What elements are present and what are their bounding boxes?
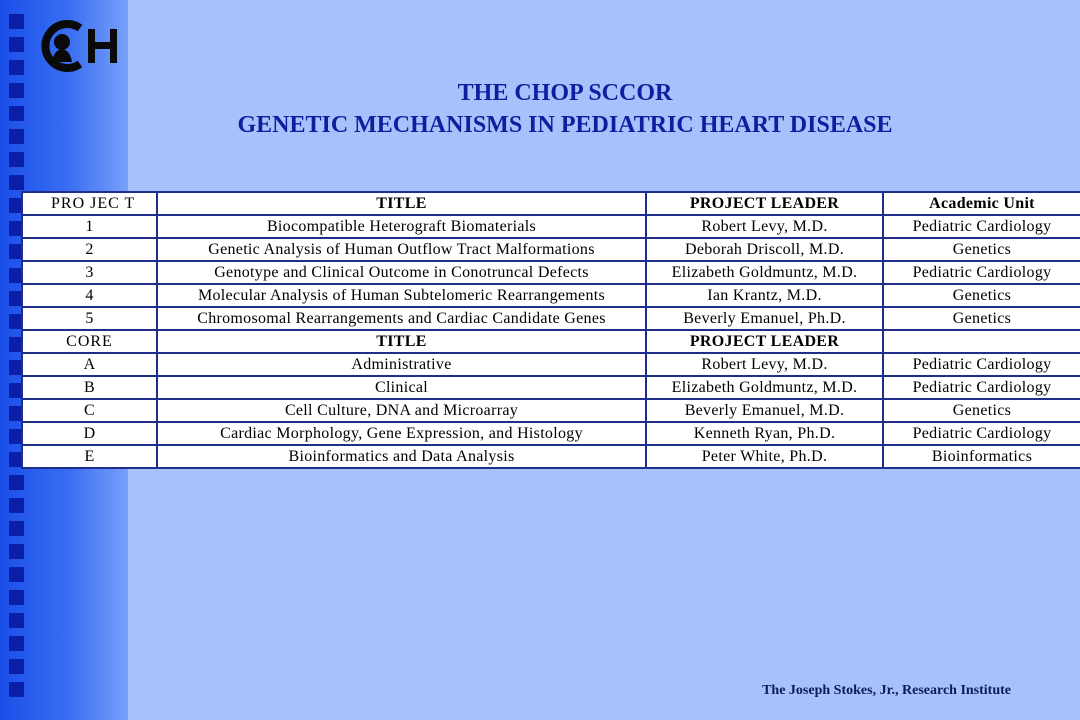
table-row — [22, 399, 1080, 422]
cell-id: C — [22, 399, 157, 422]
cell-unit: Pediatric Cardiology — [883, 422, 1080, 445]
cell-id: 5 — [22, 307, 157, 330]
cell-id: 4 — [22, 284, 157, 307]
header-core-blank — [883, 330, 1080, 353]
cell-title: Genotype and Clinical Outcome in Conotruncal Defects — [157, 261, 646, 284]
cell-id: 2 — [22, 238, 157, 261]
cell-unit: Pediatric Cardiology — [883, 215, 1080, 238]
cell-title: Bioinformatics and Data Analysis — [157, 445, 646, 468]
cell-id: 3 — [22, 261, 157, 284]
cell-leader: Beverly Emanuel, Ph.D. — [646, 307, 883, 330]
footer-institute: The Joseph Stokes, Jr., Research Institute — [762, 683, 1011, 698]
table-row — [22, 284, 1080, 307]
cell-leader: Robert Levy, M.D. — [646, 215, 883, 238]
header-title: TITLE — [157, 192, 646, 215]
cell-leader: Peter White, Ph.D. — [646, 445, 883, 468]
cell-unit: Genetics — [883, 307, 1080, 330]
table-row — [22, 215, 1080, 238]
core-header-row — [22, 330, 1080, 353]
cell-id: E — [22, 445, 157, 468]
cell-unit: Pediatric Cardiology — [883, 376, 1080, 399]
chop-logo-icon — [36, 18, 122, 74]
table-row — [22, 353, 1080, 376]
cell-title: Cardiac Morphology, Gene Expression, and Histology — [157, 422, 646, 445]
table-row — [22, 307, 1080, 330]
cell-unit: Genetics — [883, 399, 1080, 422]
table-row — [22, 422, 1080, 445]
cell-unit: Pediatric Cardiology — [883, 261, 1080, 284]
header-core-title: TITLE — [157, 330, 646, 353]
header-core: CORE — [22, 330, 157, 353]
projects-table — [21, 191, 1080, 469]
cell-unit: Genetics — [883, 238, 1080, 261]
table-row — [22, 376, 1080, 399]
cell-leader: Elizabeth Goldmuntz, M.D. — [646, 376, 883, 399]
cell-leader: Beverly Emanuel, M.D. — [646, 399, 883, 422]
cell-title: Molecular Analysis of Human Subtelomeric Rearrangements — [157, 284, 646, 307]
table-row — [22, 261, 1080, 284]
header-academic-unit: Academic Unit — [883, 192, 1080, 215]
cell-unit: Pediatric Cardiology — [883, 353, 1080, 376]
cell-id: 1 — [22, 215, 157, 238]
table-header-row — [22, 192, 1080, 215]
cell-title: Chromosomal Rearrangements and Cardiac Candidate Genes — [157, 307, 646, 330]
page-subtitle: GENETIC MECHANISMS IN PEDIATRIC HEART DISEASE — [237, 112, 893, 138]
cell-unit: Genetics — [883, 284, 1080, 307]
table-row — [22, 445, 1080, 468]
page-title: THE CHOP SCCOR — [457, 80, 673, 106]
cell-title: Genetic Analysis of Human Outflow Tract Malformations — [157, 238, 646, 261]
cell-leader: Deborah Driscoll, M.D. — [646, 238, 883, 261]
cell-leader: Ian Krantz, M.D. — [646, 284, 883, 307]
cell-unit: Bioinformatics — [883, 445, 1080, 468]
header-core-leader: PROJECT LEADER — [646, 330, 883, 353]
header-project-leader: PROJECT LEADER — [646, 192, 883, 215]
cell-title: Biocompatible Heterograft Biomaterials — [157, 215, 646, 238]
cell-leader: Robert Levy, M.D. — [646, 353, 883, 376]
table-row — [22, 238, 1080, 261]
cell-title: Clinical — [157, 376, 646, 399]
cell-id: D — [22, 422, 157, 445]
cell-leader: Kenneth Ryan, Ph.D. — [646, 422, 883, 445]
cell-leader: Elizabeth Goldmuntz, M.D. — [646, 261, 883, 284]
cell-title: Cell Culture, DNA and Microarray — [157, 399, 646, 422]
cell-id: A — [22, 353, 157, 376]
cell-id: B — [22, 376, 157, 399]
cell-title: Administrative — [157, 353, 646, 376]
header-project: PRO JEC T — [22, 192, 157, 215]
